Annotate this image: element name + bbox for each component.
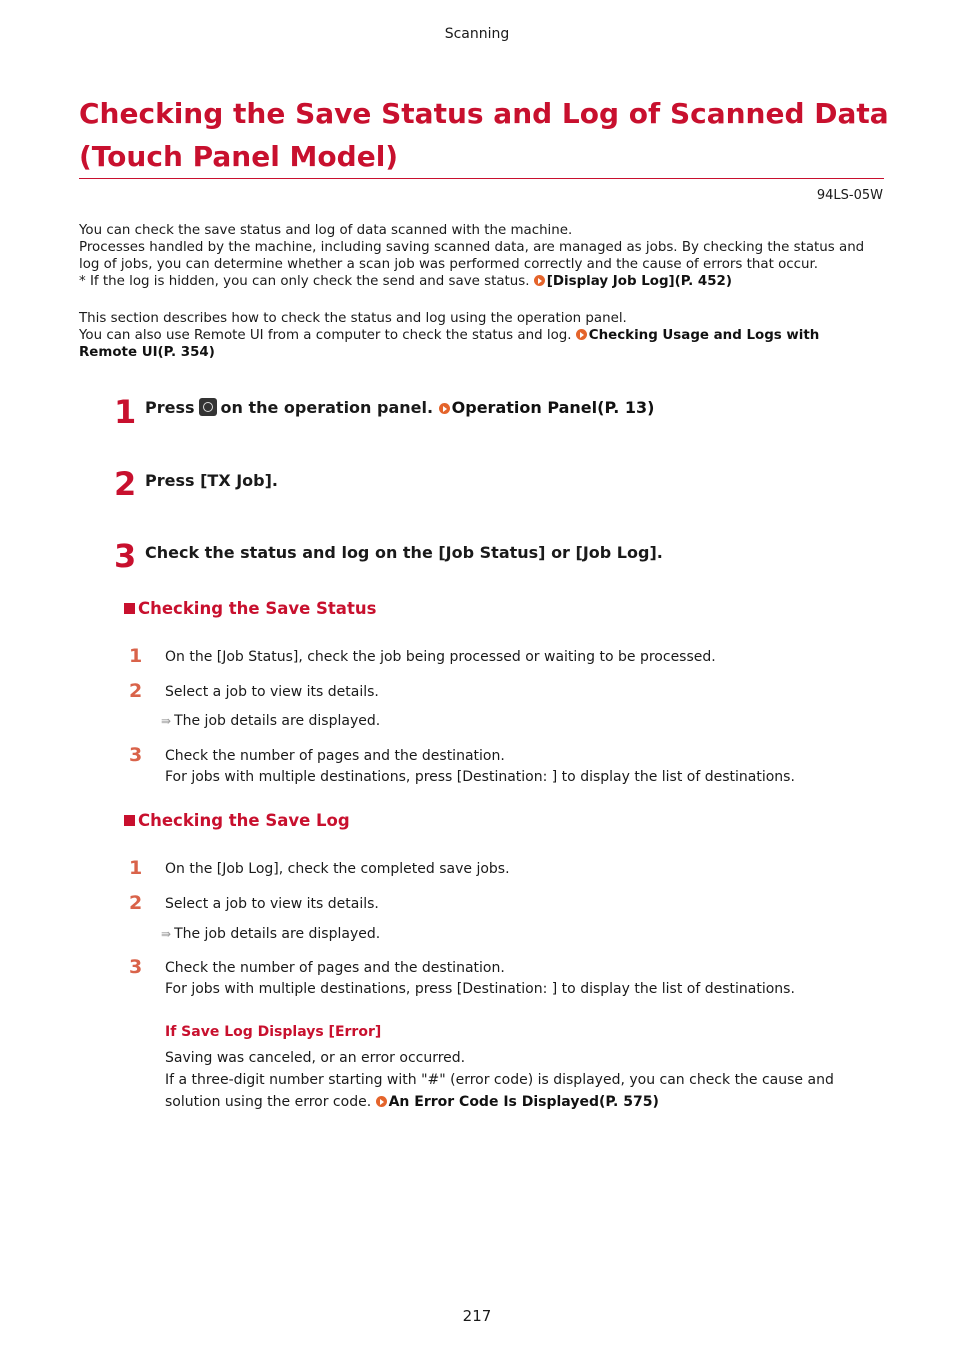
save-log-item-2-text: Select a job to view its details. [165,896,379,912]
link-arrow-icon [534,275,545,286]
step-2-text: Press [TX Job]. [145,471,279,490]
document-id: 94LS-05W [816,188,883,203]
intro-block [79,222,879,290]
home-button-icon [199,398,217,416]
save-status-item-2-result: ⇛ The job details are displayed. [161,713,381,729]
save-status-item-1-number: 1 [129,645,143,667]
step-3-number: 3 [114,537,137,575]
step-2-number: 2 [114,465,137,503]
save-status-item-3-text: Check the number of pages and the destination. For jobs with multiple destinations, press [Destination: ] to display the list of destinations. [165,748,795,785]
step-1-number: 1 [114,393,137,431]
intro-line-2: Processes handled by the machine, including saving scanned data, are managed as jobs. By checking the status and log of jobs, you can determine whether a scan job was performed correctly and the cause of errors that occur. [79,240,865,272]
link-arrow-icon [576,329,587,340]
save-log-item-1-number: 1 [129,857,143,879]
running-header: Scanning [444,26,510,42]
result-arrow-icon: ⇛ [161,714,172,728]
section-marker-icon [124,603,135,614]
save-status-item-1-text: On the [Job Status], check the job being processed or waiting to be processed. [165,649,716,665]
error-note-heading: If Save Log Displays [Error] [165,1024,382,1040]
step-3-text: Check the status and log on the [Job Status] or [Job Log]. [145,543,663,562]
page-title [79,92,889,178]
error-note-body: Saving was canceled, or an error occurred. If a three-digit number starting with "#" (error code) is displayed, you can check the cause and solution using the error code. An Error Code Is Displayed(P. 575) [165,1050,834,1110]
intro-line-1: You can check the save status and log of data scanned with the machine. [79,223,573,238]
display-job-log-link[interactable]: [Display Job Log](P. 452) [534,274,732,289]
link-arrow-icon [376,1096,387,1107]
save-status-item-2-number: 2 [129,680,143,702]
intro-line-4: This section describes how to check the status and log using the operation panel. [79,311,627,326]
page-title-line1: Checking the Save Status and Log of Scanned Data [79,97,889,130]
result-arrow-icon: ⇛ [161,927,172,941]
save-log-item-3-text: Check the number of pages and the destination. For jobs with multiple destinations, press [Destination: ] to display the list of destinations. [165,960,795,997]
operation-panel-link[interactable]: Operation Panel(P. 13) [439,398,655,417]
intro-line-5: You can also use Remote UI from a computer to check the status and log. Checking Usage and Logs with Remote UI(P. 354) [79,328,820,360]
link-arrow-icon [439,403,450,414]
section-marker-icon [124,815,135,826]
save-log-item-3-number: 3 [129,956,143,978]
error-code-link[interactable]: An Error Code Is Displayed(P. 575) [376,1094,659,1110]
intro-block-2 [79,310,879,361]
step-1-text: Press on the operation panel. Operation Panel(P. 13) [145,398,655,417]
save-status-heading: Checking the Save Status [124,599,376,618]
save-status-item-3-number: 3 [129,744,143,766]
save-log-item-2-result: ⇛ The job details are displayed. [161,926,381,942]
intro-line-3: * If the log is hidden, you can only check the send and save status. [Display Job Log](P. 452) [79,274,732,289]
save-log-heading: Checking the Save Log [124,811,350,830]
page-number: 217 [462,1307,492,1325]
page-title-line2: (Touch Panel Model) [79,140,399,173]
remote-ui-link[interactable]: Checking Usage and Logs with Remote UI(P. 354) [79,328,820,360]
save-log-item-1-text: On the [Job Log], check the completed save jobs. [165,861,510,877]
save-status-item-2-text: Select a job to view its details. [165,684,379,700]
title-rule [79,178,884,179]
save-log-item-2-number: 2 [129,892,143,914]
